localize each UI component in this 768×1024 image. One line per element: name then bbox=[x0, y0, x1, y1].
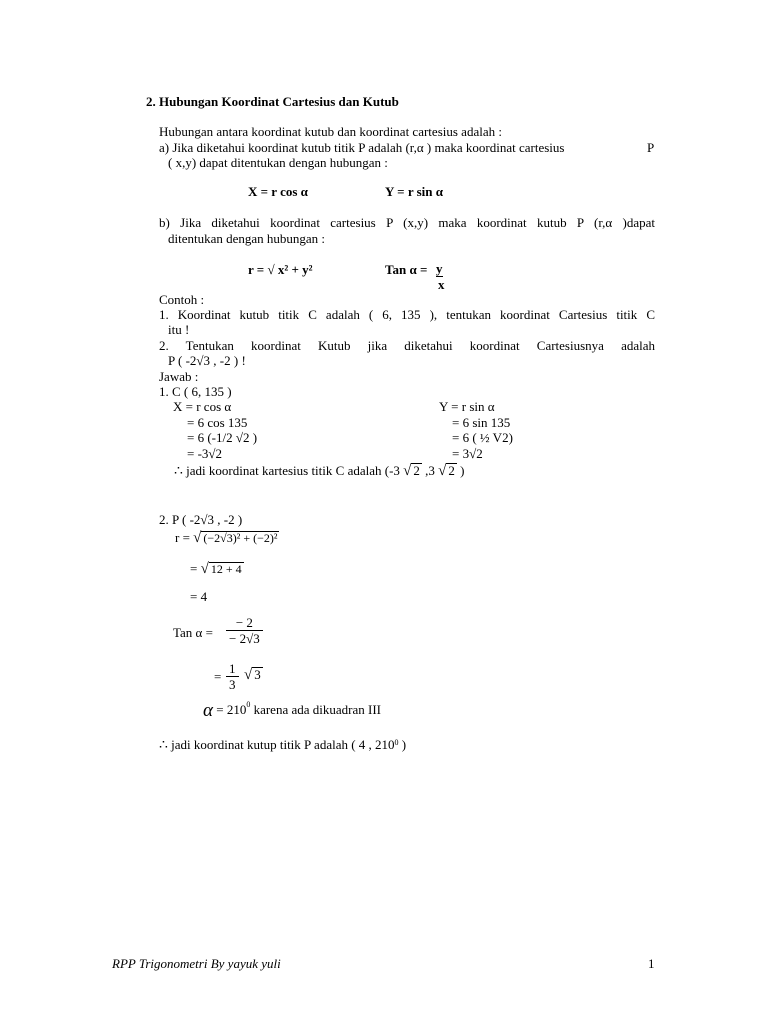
sol2-alpha-rest: karena ada dikuadran III bbox=[250, 702, 381, 717]
sol2-simp-root: √ 3 bbox=[244, 667, 261, 683]
formula-tan-label: Tan α = bbox=[385, 262, 428, 277]
sol2-tan-fraction bbox=[226, 615, 263, 646]
sol2-concl-end: ) bbox=[398, 737, 407, 752]
formula-tan-den: x bbox=[438, 277, 445, 292]
sol2-alpha-text: = 210 bbox=[216, 702, 247, 717]
alpha-symbol: α bbox=[203, 700, 213, 721]
formula-r bbox=[248, 262, 313, 278]
sol1-concl-root2: 2 bbox=[448, 463, 455, 478]
sol2-r-line2: = √ 12 + 4 bbox=[190, 561, 242, 577]
jawab-label: Jawab : bbox=[159, 369, 199, 384]
sol1-right-3: = 3√2 bbox=[452, 446, 483, 461]
page-number: 1 bbox=[648, 956, 655, 971]
sol2-simp-root-val: 3 bbox=[254, 667, 261, 682]
sol2-tan-den: − 2√3 bbox=[229, 631, 260, 646]
sol1-left-0: X = r cos α bbox=[173, 399, 232, 414]
therefore-icon-2: ∴ bbox=[159, 738, 168, 753]
formula-tan-num: y bbox=[436, 261, 443, 276]
formula-r-prefix: r = √ bbox=[248, 262, 275, 277]
sol2-alpha-sup: 0 bbox=[246, 700, 251, 709]
point-b-line1: b) Jika diketahui koordinat cartesius P (x,y) maka koordinat kutub P (r,α )dapat bbox=[159, 215, 655, 230]
formula-y: Y = r sin α bbox=[385, 184, 444, 199]
sol1-right-0: Y = r sin α bbox=[439, 399, 495, 414]
sol1-right-2: = 6 ( ½ V2) bbox=[452, 430, 513, 445]
point-a-p: P bbox=[647, 140, 655, 155]
sol1-right-1: = 6 sin 135 bbox=[452, 415, 511, 430]
sol2-tan-num: − 2 bbox=[226, 615, 263, 631]
formula-x: X = r cos α bbox=[248, 184, 308, 199]
footer-title: RPP Trigonometri By yayuk yuli bbox=[112, 956, 281, 971]
example-2-line2: P ( -2√3 , -2 ) ! bbox=[168, 353, 246, 368]
sol1-left-3: = -3√2 bbox=[187, 446, 223, 461]
point-a-line1: a) Jika diketahui koordinat kutub titik P adalah (r,α ) maka koordinat cartesius bbox=[159, 140, 565, 155]
sol1-concl-text: jadi koordinat kartesius titik C adalah (-3 bbox=[186, 463, 400, 478]
example-1-line2: itu ! bbox=[168, 322, 190, 337]
sol2-r-expr: (−2√3)² + (−2)² bbox=[203, 531, 278, 545]
sol2-simp-den: 3 bbox=[229, 677, 236, 692]
sol2-concl-text: jadi koordinat kutup titik P adalah ( 4 , 210 bbox=[171, 737, 395, 752]
section-heading: 2. Hubungan Koordinat Cartesius dan Kutub bbox=[146, 94, 399, 109]
sol2-eq1: = bbox=[190, 561, 198, 576]
sol1-concl-end: ) bbox=[460, 463, 465, 478]
solution-2-head: 2. P ( -2√3 , -2 ) bbox=[159, 512, 243, 527]
sol2-r-expr2: 12 + 4 bbox=[210, 562, 242, 576]
sol2-alpha-line bbox=[203, 700, 381, 721]
solution-1-conclusion: ∴ jadi koordinat kartesius titik C adalah (-3 √ 2 ,3 √ 2 ) bbox=[174, 463, 465, 479]
sol2-tan-label: Tan α = bbox=[173, 625, 213, 640]
formula-r-body: x² + y² bbox=[277, 262, 313, 277]
sol1-left-1: = 6 cos 135 bbox=[187, 415, 248, 430]
sol2-eq2: = 4 bbox=[190, 589, 208, 604]
sol2-simp-fraction bbox=[226, 661, 239, 692]
sol1-concl-mid: ,3 bbox=[425, 463, 435, 478]
intro-text: Hubungan antara koordinat kutub dan koordinat cartesius adalah : bbox=[159, 124, 502, 139]
sol2-r-line: r = √ (−2√3)² + (−2)² bbox=[175, 530, 278, 546]
solution-1-head: 1. C ( 6, 135 ) bbox=[159, 384, 232, 399]
therefore-icon: ∴ bbox=[174, 464, 183, 479]
sol2-simp-eq: = bbox=[214, 669, 222, 684]
contoh-label: Contoh : bbox=[159, 292, 205, 307]
sol1-concl-root1: 2 bbox=[413, 463, 420, 478]
example-1-line1: 1. Koordinat kutub titik C adalah ( 6, 135 ), tentukan koordinat Cartesius titik C bbox=[159, 307, 655, 322]
sol2-r-label: r = bbox=[175, 530, 190, 545]
example-2-line1: 2. Tentukan koordinat Kutub jika diketahui koordinat Cartesiusnya adalah bbox=[159, 338, 655, 353]
sol2-concl-sup: 0 bbox=[394, 738, 399, 747]
point-a-line2: ( x,y) dapat ditentukan dengan hubungan : bbox=[168, 155, 388, 170]
sol1-left-2: = 6 (-1/2 √2 ) bbox=[187, 430, 258, 445]
point-b-line2: ditentukan dengan hubungan : bbox=[168, 231, 326, 246]
sol2-simp-num: 1 bbox=[226, 661, 239, 677]
solution-2-conclusion bbox=[159, 737, 406, 754]
